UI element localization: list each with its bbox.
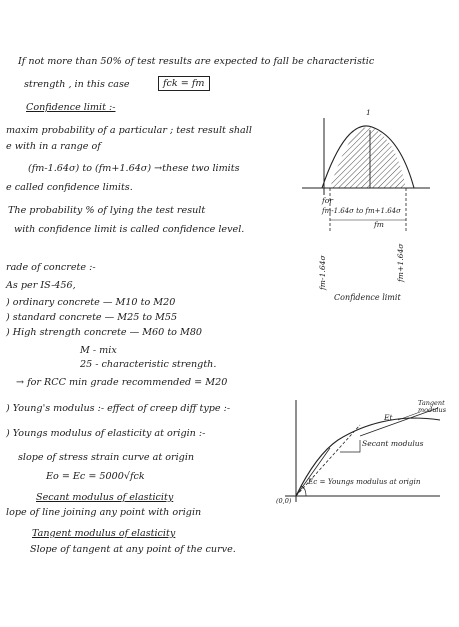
note-line: with confidence limit is called confidence level. xyxy=(14,224,245,235)
note-line: The probability % of lying the test result xyxy=(8,205,206,216)
figure-caption: Confidence limit xyxy=(334,293,401,302)
note-line: strength , in this case xyxy=(24,79,130,90)
fm-label: fm xyxy=(374,220,385,229)
et-label: Et xyxy=(384,413,393,422)
note-line: lope of line joining any point with origin xyxy=(6,507,202,518)
sub-heading: Tangent modulus of elasticity xyxy=(32,528,176,539)
note-line: Slope of tangent at any point of the curve. xyxy=(30,544,236,555)
note-line: ) ordinary concrete — M10 to M20 xyxy=(6,297,176,308)
section-heading: rade of concrete :- xyxy=(6,262,96,273)
note-line: ) Youngs modulus of elasticity at origin :- xyxy=(6,428,206,439)
tangent-modulus-label: Tangent modulus xyxy=(418,399,447,414)
note-line: ) standard concrete — M25 to M55 xyxy=(6,312,178,323)
formula-box: fck = fm xyxy=(158,76,210,91)
note-line: As per IS-456, xyxy=(6,280,76,291)
youngs-modulus-origin-label: Ec = Youngs modulus at origin xyxy=(308,477,421,486)
secant-modulus-label: Secant modulus xyxy=(362,439,424,448)
note-line: 25 - characteristic strength. xyxy=(80,359,217,370)
formula-line: Eo = Ec = 5000√fck xyxy=(46,471,145,482)
mark-label: 1 xyxy=(366,108,371,117)
note-line: slope of stress strain curve at origin xyxy=(18,452,195,463)
for-label: for xyxy=(322,196,334,205)
range-label: fm-1.64σ to fm+1.64σ xyxy=(322,207,401,215)
note-line: (fm-1.64σ) to (fm+1.64σ) →these two limits xyxy=(28,163,240,174)
right-limit-label: fm+1.64σ xyxy=(396,243,405,282)
hatched-area xyxy=(330,127,406,188)
section-heading: ) Young's modulus :- effect of creep diff type :- xyxy=(6,403,231,414)
sub-heading: Secant modulus of elasticity xyxy=(36,492,174,503)
note-line: e with in a range of xyxy=(6,141,101,152)
note-line: ) High strength concrete — M60 to M80 xyxy=(6,327,203,338)
note-line: → for RCC min grade recommended = M20 xyxy=(16,377,228,388)
initial-tangent-line xyxy=(296,448,330,496)
note-line: e called confidence limits. xyxy=(6,182,133,193)
note-line: If not more than 50% of test results are expected to fall be characteristic xyxy=(18,56,375,67)
note-line: M - mix xyxy=(80,345,117,356)
section-heading: Confidence limit :- xyxy=(26,102,116,113)
left-limit-label: fm-1.64σ xyxy=(318,255,327,290)
origin-label: (0,0) xyxy=(276,497,292,505)
note-line: maxim probability of a particular ; test result shall xyxy=(6,125,252,136)
